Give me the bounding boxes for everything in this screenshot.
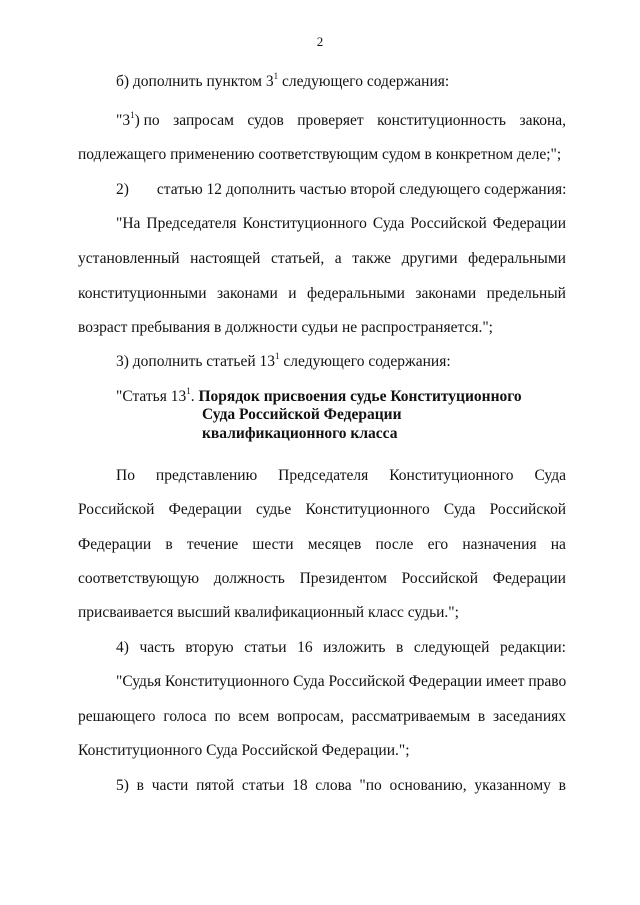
paragraph-chairman-line1: "На Председателя Конституционного Суда Российской Федерации xyxy=(116,215,566,232)
paragraph-item-3: 3) дополнить статьей $13^1$ следующего содержания: xyxy=(116,351,451,370)
paragraph-quote-3-1-line1: "$3^1$) по запросам судов проверяет конституционность закона, xyxy=(116,110,566,129)
article-heading-line2: Суда Российской Федерации xyxy=(202,406,402,423)
paragraph-class-line2: Российской Федерации судье Конституционного Суда Российской xyxy=(78,501,566,518)
paragraph-b: б) дополнить пунктом $3^1$ следующего содержания: xyxy=(116,71,450,90)
paragraph-item-4: 4) часть вторую статьи 16 изложить в следующей редакции: xyxy=(116,639,566,656)
paragraph-item-5: 5) в части пятой статьи 18 слова "по основанию, указанному в xyxy=(116,777,566,794)
paragraph-chairman-line3: конституционными законами и федеральными законами предельный xyxy=(78,285,566,302)
paragraph-class-line5: присваивается высший квалификационный класс судьи."; xyxy=(78,604,459,621)
paragraph-judge-line3: Конституционного Суда Российской Федерации."; xyxy=(78,742,410,759)
paragraph-judge-line2: решающего голоса по всем вопросам, рассматриваемым в заседаниях xyxy=(78,708,566,725)
article-heading-line3: квалификационного класса xyxy=(202,425,398,442)
paragraph-judge-line1: "Судья Конституционного Суда Российской Федерации имеет право xyxy=(116,673,567,690)
paragraph-item-2: 2) статью 12 дополнить частью второй следующего содержания: xyxy=(116,181,567,198)
paragraph-chairman-line2: установленный настоящей статьей, а также другими федеральными xyxy=(78,250,566,267)
paragraph-class-line1: По представлению Председателя Конституционного Суда xyxy=(116,467,566,484)
paragraph-class-line3: Федерации в течение шести месяцев после его назначения на xyxy=(78,536,566,553)
paragraph-class-line4: соответствующую должность Президентом Российской Федерации xyxy=(78,570,566,587)
paragraph-quote-3-1-line2: подлежащего применению соответствующим судом в конкретном деле;"; xyxy=(78,146,562,163)
article-heading-line1: "Статья $13^1$. Порядок присвоения судье Конституционного xyxy=(116,386,522,405)
page-number: 2 xyxy=(316,34,324,49)
paragraph-chairman-line4: возраст пребывания в должности судьи не распространяется."; xyxy=(78,319,493,336)
